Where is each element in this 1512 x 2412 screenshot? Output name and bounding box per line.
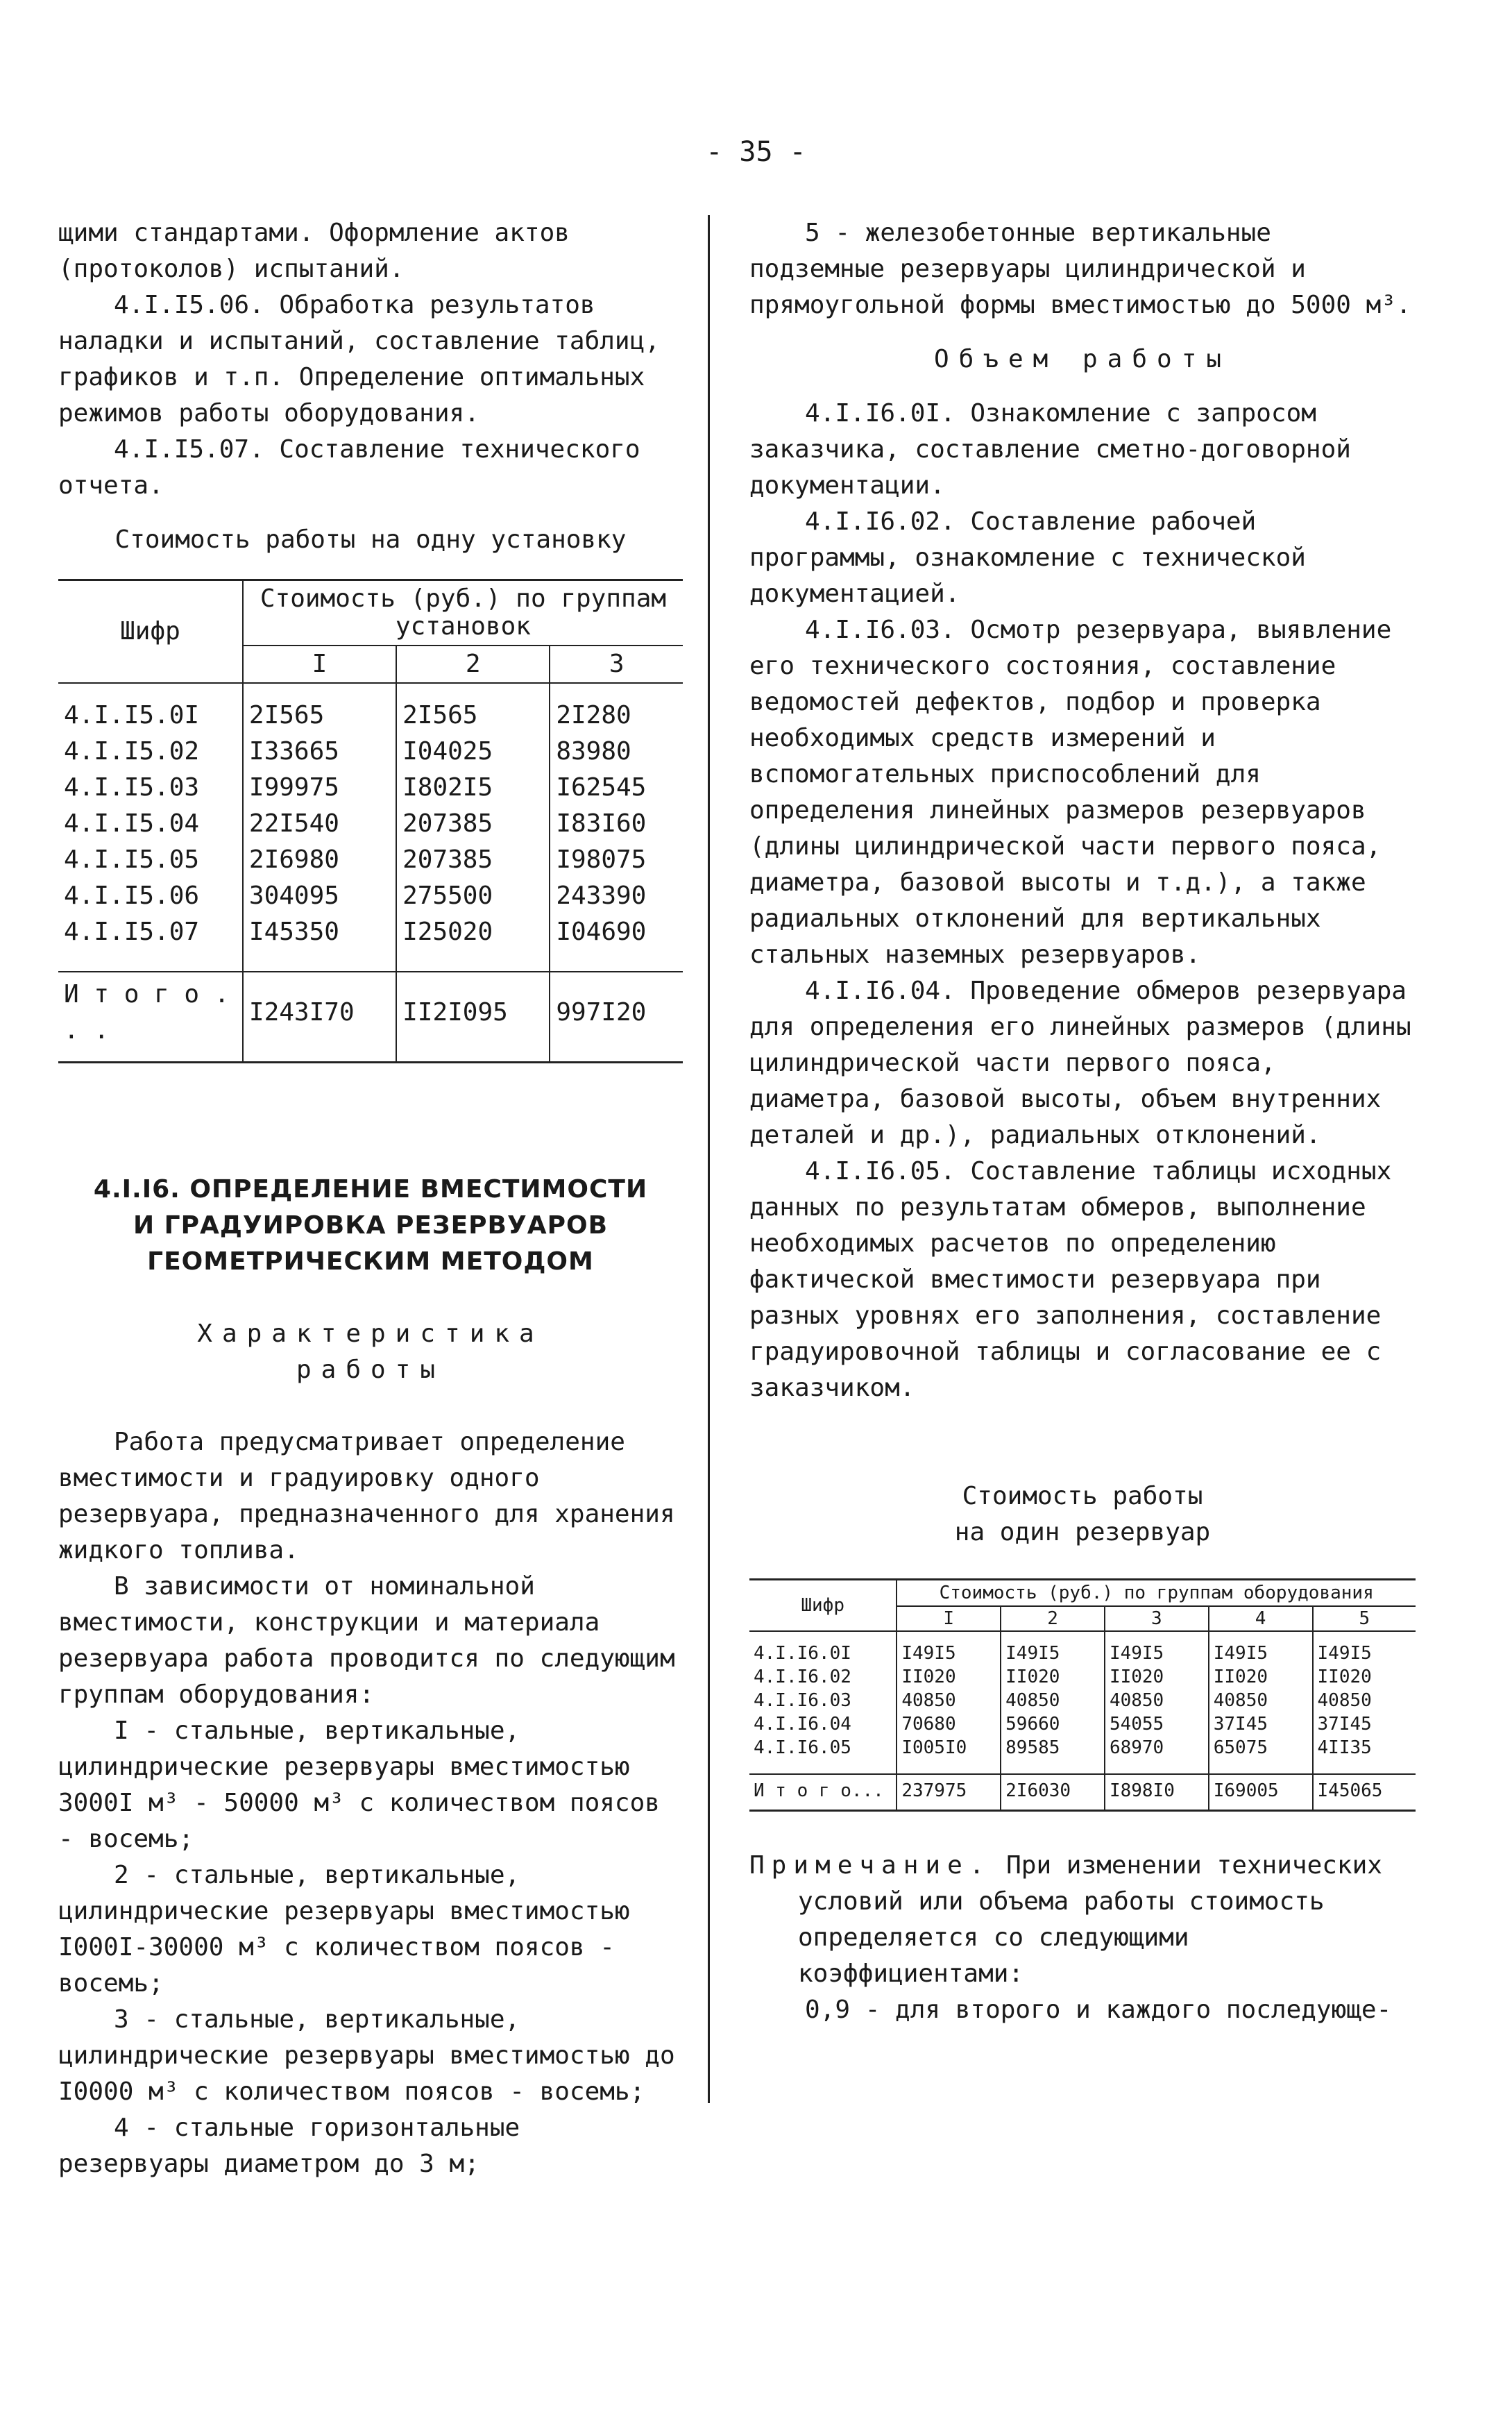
paragraph: Работа предусматривает определение вместимости и градуировку одного резервуара, предназначенного для хранения жидкого топлива. [58, 1428, 675, 1565]
group-item: 3 - стальные, вертикальные, цилиндрические резервуары вместимостью до I0000 м³ с количеством поясов - восемь; [58, 2005, 675, 2106]
table-row: 4.I.I6.05 I005I0 89585 68970 65075 4II35 [749, 1736, 1416, 1760]
group-header: 3 [550, 646, 683, 683]
group-header: 2 [396, 646, 550, 683]
scope-item: 4.I.I6.03. Осмотр резервуара, выявление его технического состояния, составление ведомостей дефектов, подбор и проверка необходимых средств измерений и вспомогательных приспособлений для определения линейных размеров резервуаров (длины цилиндрической части первого пояса, диаметра, базовой высоты и т.д.), а также радиальных отклонений для вертикальных стальных наземных резервуаров. [749, 616, 1392, 969]
group-header: 5 [1313, 1606, 1416, 1631]
paragraph: В зависимости от номинальной вместимости, конструкции и материала резервуара работа проводится по следующим группам оборудования: [58, 1572, 675, 1709]
page-number: - 35 - [706, 136, 806, 168]
group-item: 4 - стальные горизонтальные резервуары диаметром до 3 м; [58, 2114, 520, 2178]
scope-item: 4.I.I6.02. Составление рабочей программы, ознакомление с технической документацией. [749, 507, 1306, 608]
note-label: Примечание. [749, 1851, 992, 1880]
group-header: 3 [1105, 1606, 1209, 1631]
total-label: И т о г о . . . [58, 972, 243, 1063]
cost-table-reservoir [749, 1578, 1416, 1812]
paragraph: 4.I.I5.07. Составление технического отчета. [58, 435, 640, 500]
note-coefficient: 0,9 - для второго и каждого последующе- [805, 1996, 1392, 2024]
group-header: I [243, 646, 396, 683]
left-column [58, 215, 683, 2182]
paragraph: щими стандартами. Оформление актов (протоколов) испытаний. [58, 219, 570, 283]
paragraph: 4.I.I5.06. Обработка результатов наладки и испытаний, составление таблиц, графиков и т.п. Определение оптимальных режимов работы оборудования. [58, 291, 660, 428]
col-header-cost: Стоимость (руб.) по группам оборудования [897, 1580, 1416, 1607]
table-row: 4.I.I5.05 2I6980 207385 I98075 [58, 842, 683, 878]
note [749, 1848, 1416, 1992]
scope-item: 4.I.I6.05. Составление таблицы исходных данных по результатам обмеров, выполнение необходимых расчетов по определению фактической вместимости резервуара при разных уровнях его заполнения, составление градуировочной таблицы и согласование ее с заказчиком. [749, 1157, 1392, 1402]
table2-title: Стоимость работы на один резервуар [954, 1482, 1211, 1546]
table-row: 4.I.I6.04 70680 59660 54055 37I45 37I45 [749, 1712, 1416, 1736]
section-heading: 4.I.I6. ОПРЕДЕЛЕНИЕ ВМЕСТИМОСТИ И ГРАДУИРОВКА РЕЗЕРВУАРОВ ГЕОМЕТРИЧЕСКИМ МЕТОДОМ [93, 1175, 648, 1276]
note-text: При изменении технических условий или объема работы стоимость определяется со следующими коэффициентами: [798, 1851, 1382, 1988]
total-row: И т о г о... 237975 2I6030 I898I0 I69005 I45065 [749, 1774, 1416, 1811]
scope-heading: Объем работы [933, 345, 1232, 373]
table-row: 4.I.I6.02 II020 II020 II020 II020 II020 [749, 1665, 1416, 1689]
cost-table-installations [58, 579, 683, 1063]
total-label: И т о г о... [749, 1774, 897, 1811]
group-header: 2 [1001, 1606, 1105, 1631]
group-header: I [897, 1606, 1001, 1631]
table-row: 4.I.I6.03 40850 40850 40850 40850 40850 [749, 1689, 1416, 1712]
group-item: I - стальные, вертикальные, цилиндрические резервуары вместимостью 3000I м³ - 50000 м³ с количеством поясов - восемь; [58, 1717, 660, 1853]
table-row: 4.I.I5.07 I45350 I25020 I04690 [58, 914, 683, 950]
table-row: 4.I.I6.0I I49I5 I49I5 I49I5 I49I5 I49I5 [749, 1642, 1416, 1665]
col-header-code: Шифр [58, 580, 243, 684]
table1-title: Стоимость работы на одну установку [114, 525, 627, 554]
table-row: 4.I.I5.03 I99975 I802I5 I62545 [58, 770, 683, 806]
column-divider [708, 215, 710, 2103]
table-row: 4.I.I5.06 304095 275500 243390 [58, 878, 683, 914]
group-header: 4 [1209, 1606, 1313, 1631]
table-row: 4.I.I5.02 I33665 I04025 83980 [58, 734, 683, 770]
col-header-cost: Стоимость (руб.) по группам установок [243, 580, 683, 646]
total-row: И т о г о . . . I243I70 II2I095 997I20 [58, 972, 683, 1063]
table-row: 4.I.I5.04 22I540 207385 I83I60 [58, 806, 683, 842]
table-row: 4.I.I5.0I 2I565 2I565 2I280 [58, 698, 683, 734]
scope-item: 4.I.I6.0I. Ознакомление с запросом заказчика, составление сметно-договорной документации. [749, 399, 1351, 500]
group-item: 2 - стальные, вертикальные, цилиндрические резервуары вместимостью I000I-30000 м³ с количеством поясов - восемь; [58, 1861, 630, 1998]
right-column [749, 215, 1416, 2028]
scope-item: 4.I.I6.04. Проведение обмеров резервуара для определения его линейных размеров (длины цилиндрической части первого пояса, диаметра, базовой высоты, объем внутренних деталей и др.), радиальных отклонений. [749, 977, 1411, 1149]
col-header-code: Шифр [749, 1580, 897, 1632]
characteristic-heading: Характеристика работы [197, 1319, 544, 1384]
group-item: 5 - железобетонные вертикальные подземные резервуары цилиндрической и прямоугольной формы вместимостью до 5000 м³. [749, 219, 1411, 319]
